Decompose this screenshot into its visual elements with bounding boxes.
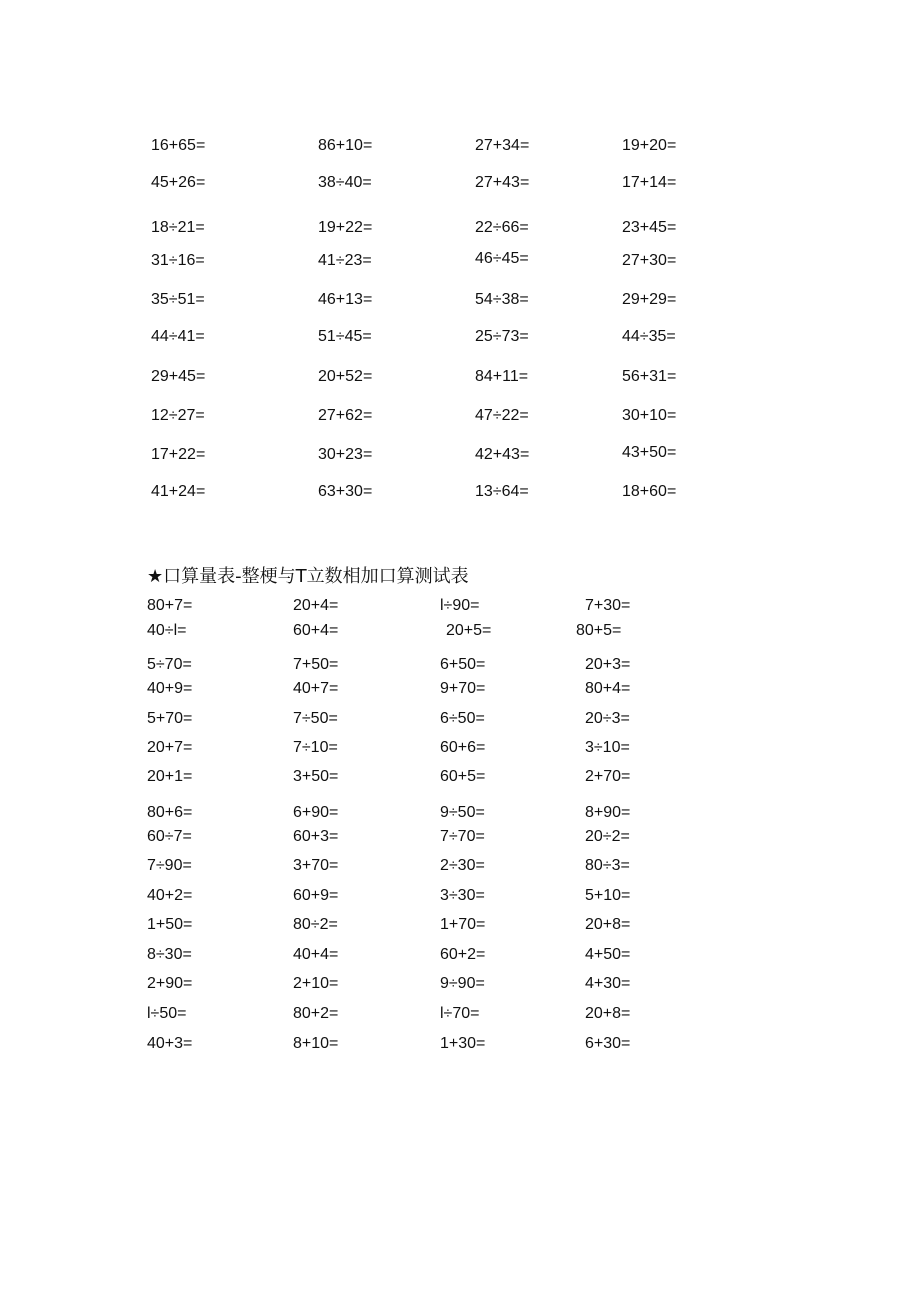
arithmetic-problem: 3+50= [293,768,339,785]
arithmetic-problem: 54÷38= [475,291,529,308]
arithmetic-problem: 35÷51= [151,291,205,308]
arithmetic-problem: 40+7= [293,680,339,697]
section-title: ★口算量表-整梗与T立数相加口算测试表 [147,566,469,587]
arithmetic-problem: 1+50= [147,916,193,933]
arithmetic-problem: 19+22= [318,219,373,236]
arithmetic-problem: 7+50= [293,656,339,673]
arithmetic-problem: 2+70= [585,768,631,785]
arithmetic-problem: 7÷90= [147,857,192,874]
arithmetic-problem: 8+10= [293,1035,339,1052]
arithmetic-problem: l÷90= [440,597,480,614]
arithmetic-problem: 8+90= [585,804,631,821]
arithmetic-problem: 7÷70= [440,828,485,845]
arithmetic-problem: 80+2= [293,1005,339,1022]
arithmetic-problem: 17+14= [622,174,677,191]
arithmetic-problem: 18÷21= [151,219,205,236]
arithmetic-problem: 27+30= [622,252,677,269]
arithmetic-problem: 20+1= [147,768,193,785]
arithmetic-problem: 16+65= [151,137,206,154]
arithmetic-problem: 45+26= [151,174,206,191]
arithmetic-problem: 18+60= [622,483,677,500]
arithmetic-problem: 12÷27= [151,407,205,424]
arithmetic-problem: 43+50= [622,444,677,461]
arithmetic-problem: 31÷16= [151,252,205,269]
arithmetic-problem: 20+8= [585,1005,631,1022]
arithmetic-problem: 86+10= [318,137,373,154]
arithmetic-problem: 40+4= [293,946,339,963]
arithmetic-problem: 1+70= [440,916,486,933]
arithmetic-problem: 60÷7= [147,828,192,845]
arithmetic-problem: 4+50= [585,946,631,963]
arithmetic-problem: 6+90= [293,804,339,821]
arithmetic-problem: 41÷23= [318,252,372,269]
arithmetic-problem: 20÷2= [585,828,630,845]
arithmetic-problem: 40+3= [147,1035,193,1052]
arithmetic-problem: 20+52= [318,368,373,385]
arithmetic-problem: 60+3= [293,828,339,845]
arithmetic-problem: 63+30= [318,483,373,500]
arithmetic-problem: 9÷90= [440,975,485,992]
arithmetic-problem: 30+23= [318,446,373,463]
arithmetic-problem: 20+7= [147,739,193,756]
arithmetic-problem: 40+9= [147,680,193,697]
arithmetic-problem: 38÷40= [318,174,372,191]
arithmetic-problem: 5+10= [585,887,631,904]
arithmetic-problem: 80+7= [147,597,193,614]
arithmetic-problem: 25÷73= [475,328,529,345]
arithmetic-problem: 51÷45= [318,328,372,345]
arithmetic-problem: 80÷3= [585,857,630,874]
arithmetic-problem: 2+90= [147,975,193,992]
arithmetic-problem: 7÷50= [293,710,338,727]
arithmetic-problem: 46+13= [318,291,373,308]
arithmetic-problem: 80+5= [576,622,622,639]
arithmetic-problem: 80+6= [147,804,193,821]
arithmetic-problem: 1+30= [440,1035,486,1052]
arithmetic-problem: 27+34= [475,137,530,154]
arithmetic-problem: 20+3= [585,656,631,673]
arithmetic-problem: 56+31= [622,368,677,385]
arithmetic-problem: 7+30= [585,597,631,614]
arithmetic-problem: 8÷30= [147,946,192,963]
arithmetic-problem: 20÷3= [585,710,630,727]
arithmetic-problem: 60+9= [293,887,339,904]
arithmetic-problem: 20+8= [585,916,631,933]
arithmetic-problem: 22÷66= [475,219,529,236]
arithmetic-problem: 29+29= [622,291,677,308]
arithmetic-problem: 60+6= [440,739,486,756]
arithmetic-problem: 44÷35= [622,328,676,345]
arithmetic-problem: 60+4= [293,622,339,639]
arithmetic-problem: 80÷2= [293,916,338,933]
arithmetic-problem: 6÷50= [440,710,485,727]
arithmetic-problem: 42+43= [475,446,530,463]
arithmetic-problem: 23+45= [622,219,677,236]
arithmetic-problem: 6+30= [585,1035,631,1052]
arithmetic-problem: 60+5= [440,768,486,785]
arithmetic-problem: 17+22= [151,446,206,463]
arithmetic-problem: 30+10= [622,407,677,424]
arithmetic-problem: 44÷41= [151,328,205,345]
arithmetic-problem: 47÷22= [475,407,529,424]
arithmetic-problem: 5÷70= [147,656,192,673]
arithmetic-problem: 13÷64= [475,483,529,500]
arithmetic-problem: 5+70= [147,710,193,727]
arithmetic-problem: 3+70= [293,857,339,874]
arithmetic-problem: 40+2= [147,887,193,904]
arithmetic-problem: 20+5= [446,622,492,639]
arithmetic-problem: 46÷45= [475,250,529,267]
arithmetic-problem: 60+2= [440,946,486,963]
arithmetic-problem: 41+24= [151,483,206,500]
arithmetic-problem: 9÷50= [440,804,485,821]
arithmetic-problem: 7÷10= [293,739,338,756]
arithmetic-problem: 84+11= [475,368,529,385]
arithmetic-problem: 20+4= [293,597,339,614]
arithmetic-problem: 3÷30= [440,887,485,904]
arithmetic-problem: 27+43= [475,174,530,191]
arithmetic-problem: l÷70= [440,1005,480,1022]
arithmetic-problem: 4+30= [585,975,631,992]
arithmetic-problem: 9+70= [440,680,486,697]
arithmetic-problem: 80+4= [585,680,631,697]
arithmetic-problem: 3÷10= [585,739,630,756]
arithmetic-problem: 6+50= [440,656,486,673]
arithmetic-problem: 2÷30= [440,857,485,874]
arithmetic-problem: 19+20= [622,137,677,154]
arithmetic-problem: 40÷l= [147,622,187,639]
arithmetic-problem: 2+10= [293,975,339,992]
arithmetic-problem: 29+45= [151,368,206,385]
arithmetic-problem: l÷50= [147,1005,187,1022]
arithmetic-problem: 27+62= [318,407,373,424]
